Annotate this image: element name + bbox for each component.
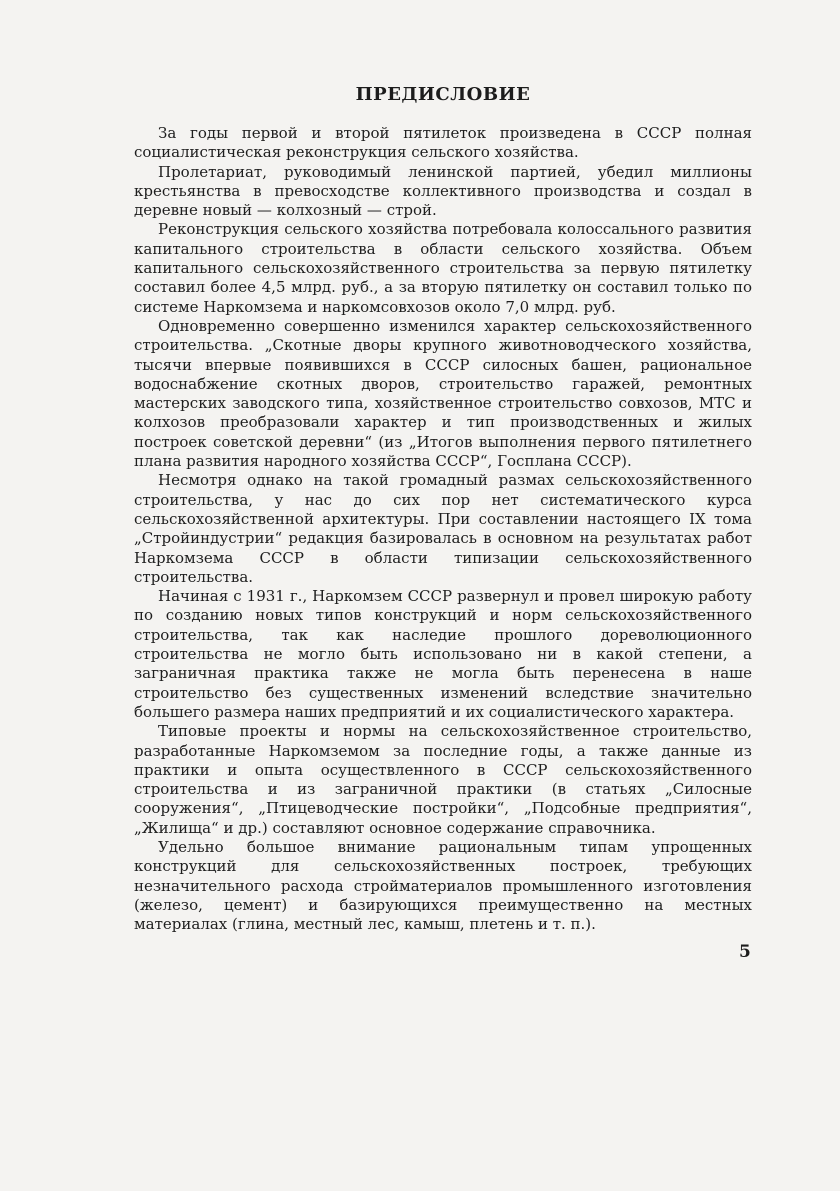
paragraph: Пролетариат, руководимый ленинской партией, убедил миллионы крестьянства в превосходстве коллективного производства и создал в деревне новый — колхозный — строй. xyxy=(134,162,752,220)
paragraph: Одновременно совершенно изменился характер сельскохозяйственного строительства. „Скотные дворы крупного животноводческого хозяйства, тысячи впервые появившихся в СССР силосных башен, рациональное водоснабжение скотных дворов, строительство гаражей, ремонтных мастерских заводского типа, хозяйственное строительство совхозов, МТС и колхозов преобразовали характер и тип производственных и жилых построек советской деревни“ (из „Итогов выполнения первого пятилетнего плана развития народного хозяйства СССР“, Госплана СССР). xyxy=(134,316,752,471)
body-text xyxy=(134,124,752,934)
page-title: ПРЕДИСЛОВИЕ xyxy=(355,84,531,105)
paragraph: Типовые проекты и нормы на сельскохозяйственное строительство, разработанные Наркомземом за последние годы, а также данные из практики и опыта осуществленного в СССР сельскохозяйственного строительства и из заграничной практики (в статьях „Силосные сооружения“, „Птицеводческие постройки“, „Подсобные предприятия“, „Жилища“ и др.) составляют основное содержание справочника. xyxy=(134,722,752,837)
paragraph: За годы первой и второй пятилеток произведена в СССР полная социалистическая реконструкция сельского хозяйства. xyxy=(134,124,752,162)
paragraph: Несмотря однако на такой громадный размах сельскохозяйственного строительства, у нас до сих пор нет систематического курса сельскохозяйственной архитектуры. При составлении настоящего IX тома „Стройиндустрии“ редакция базировалась в основном на результатах работ Наркомзема СССР в области типизации сельскохозяйственного строительства. xyxy=(134,471,752,586)
paragraph: Реконструкция сельского хозяйства потребовала колоссального развития капитального строительства в области сельского хозяйства. Объем капитального сельскохозяйственного строительства за первую пятилетку составил более 4,5 млрд. руб., а за вторую пятилетку он составил только по системе Наркомзема и наркомсовхозов около 7,0 млрд. руб. xyxy=(134,220,752,316)
paragraph: Удельно большое внимание рациональным типам упрощенных конструкций для сельскохозяйственных построек, требующих незначительного расхода стройматериалов промышленного изготовления (железо, цемент) и базирующихся преимущественно на местных материалах (глина, местный лес, камыш, плетень и т. п.). xyxy=(134,837,752,934)
paragraph: Начиная с 1931 г., Наркомзем СССР развернул и провел широкую работу по созданию новых типов конструкций и норм сельскохозяйственного строительства, так как наследие прошлого дореволюционного строительства не могло быть использовано ни в какой степени, а заграничная практика также не могла быть перенесена в наше строительство без существенных изменений вследствие значительно большего размера наших предприятий и их социалистического характера. xyxy=(134,587,752,721)
page-number: 5 xyxy=(739,942,751,962)
